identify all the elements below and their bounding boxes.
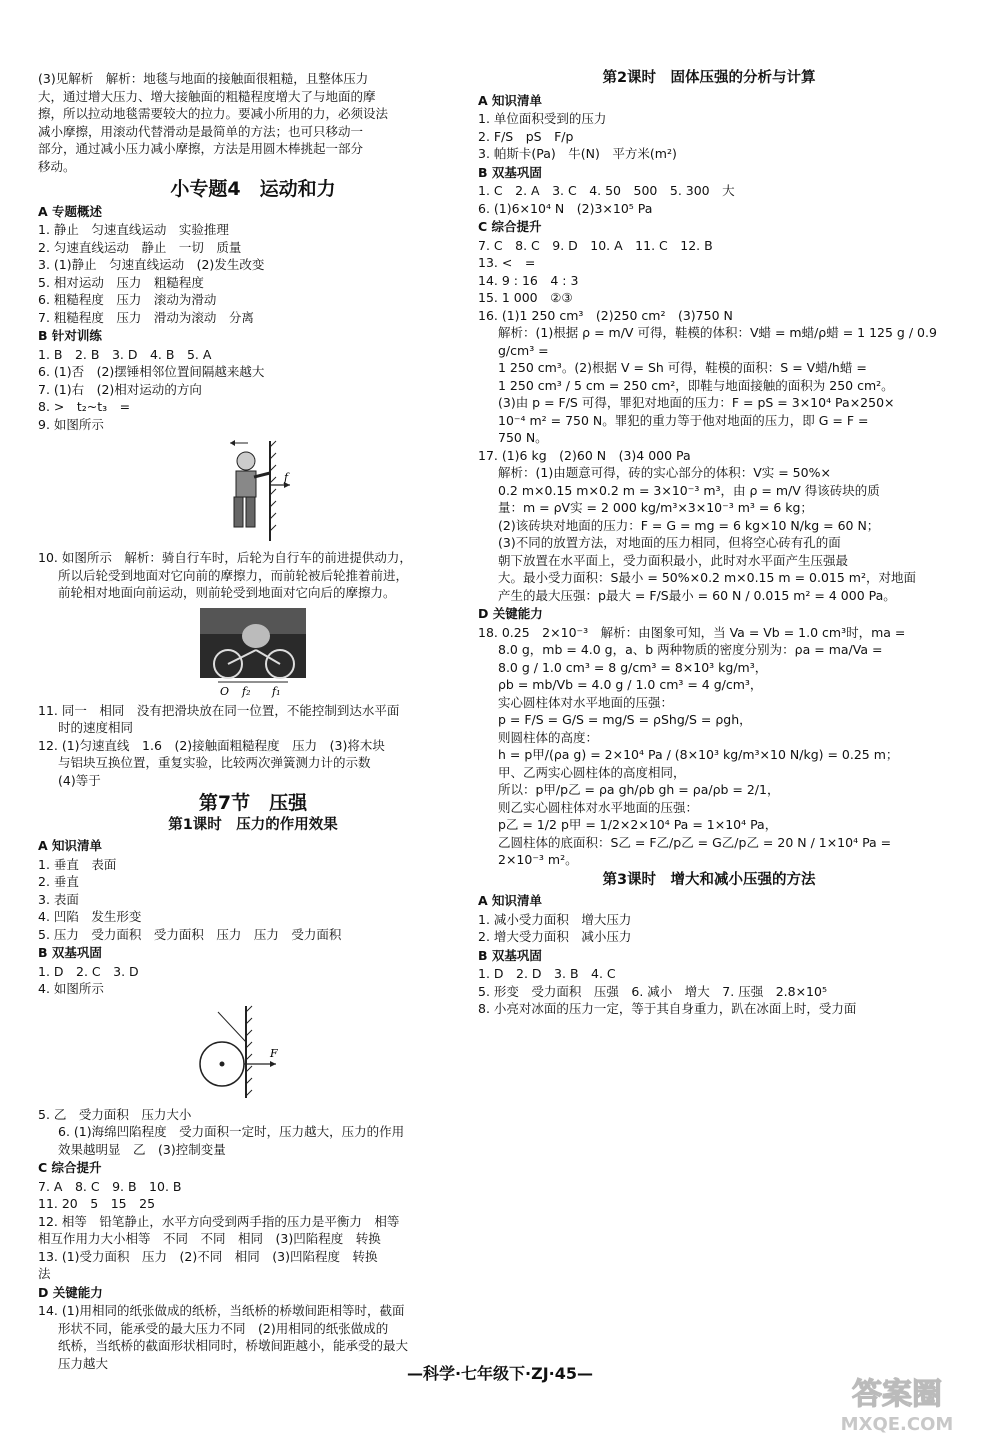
solution-18 (478, 624, 940, 869)
page-footer: —科学·七年级下·ZJ·45— (406, 1364, 594, 1383)
text-line: 量：m = ρV实 = 2 000 kg/m³×3×10⁻³ m³ = 6 kg； (498, 500, 813, 515)
text-line: p乙 = 1/2 p甲 = 1/2×2×10⁴ Pa = 1×10⁴ Pa， (498, 817, 778, 832)
r-c-title: C 综合提升 (478, 219, 542, 234)
text-line: 4. 如图所示 (38, 981, 104, 996)
text-line: 8. 小亮对冰面的压力一定，等于其自身重力，趴在冰面上时，受力面 (478, 1001, 857, 1016)
force-F-label: F (270, 1046, 278, 1060)
force-f-label: f (284, 471, 289, 484)
text-line: 2. 匀速直线运动 静止 一切 质量 (38, 239, 242, 255)
text-line: 8. > t₂~t₃ = (38, 399, 131, 414)
text-line: 18. 0.25 2×10⁻³ 解析：由图象可知，当 Va = Vb = 1.0 cm³时，ma = (478, 624, 906, 640)
b2-more-list (38, 1106, 468, 1159)
text-line: 6. (1)海绵凹陷程度 受力面积一定时，压力越大，压力的作用 (58, 1124, 405, 1139)
r-d-title: D 关键能力 (478, 606, 543, 621)
lesson3-title: 第3课时 增大和减小压强的方法 (602, 871, 816, 888)
label-f2: f₂ (242, 684, 251, 698)
watermark-line1: 答案圈 (852, 1377, 942, 1412)
text-line: 1. C 2. A 3. C 4. 50 500 5. 300 大 (478, 183, 735, 198)
text-line: h = p甲/(ρa g) = 2×10⁴ Pa / (8×10³ kg/m³×10 N/kg) = 0.25 m； (498, 747, 899, 762)
text-line: 相互作用力大小相等 不同 不同 相同 (3)凹陷程度 转换 (38, 1231, 381, 1246)
knowledge-list (38, 856, 468, 944)
text-line: 8.0 g / 1.0 cm³ = 8 g/cm³ = 8×10³ kg/m³， (498, 659, 768, 675)
right-column (478, 70, 940, 1018)
text-line: 前轮相对地面向前运动，则前轮受到地面对它向后的摩擦力。 (58, 585, 396, 600)
item-10 (38, 549, 468, 602)
text-line: 12. 相等 铅笔静止，水平方向受到两手指的压力是平衡力 相等 (38, 1213, 400, 1229)
text-line: 7. C 8. C 9. D 10. A 11. C 12. B (478, 237, 713, 253)
topic4-title: 小专题4 运动和力 (170, 178, 336, 200)
text-line: 擦，所以拉动地毯需要较大的拉力。要减小所用的力，必须设法 (38, 106, 389, 121)
text-line: 6. (1)否 (2)摆锤相邻位置间隔越来越大 (38, 364, 265, 379)
text-line: (2)该砖块对地面的压力：F = G = mg = 6 kg×10 N/kg = 60 N； (498, 517, 880, 533)
text-line: 750 N。 (498, 430, 548, 445)
text-line: 2. 增大受力面积 减小压力 (478, 929, 632, 944)
r3-knowledge-list (478, 911, 940, 946)
bicycle-photo-figure (198, 606, 308, 698)
text-line: 13. < = (478, 255, 536, 270)
text-line: 压力越大 (58, 1355, 109, 1371)
text-line: 减小摩擦，用滚动代替滑动是最简单的方法；也可只移动一 (38, 123, 364, 139)
text-line: 效果越明显 乙 (3)控制变量 (58, 1141, 226, 1157)
text-line: 朝下放置在水平面上，受力面积最小，此时对水平面产生压强最 (498, 552, 849, 568)
text-line: 5. 形变 受力面积 压强 6. 减小 增大 7. 压强 2.8×10⁵ (478, 983, 827, 999)
label-o: O (220, 684, 230, 698)
section-b-title: B 针对训练 (38, 328, 102, 343)
text-line: 12. (1)匀速直线 1.6 (2)接触面粗糙程度 压力 (3)将木块 (38, 737, 385, 753)
section7-title: 第7节 压强 (198, 792, 308, 814)
r-b-list (478, 182, 940, 217)
b2-title: B 双基巩固 (38, 945, 102, 960)
text-line: 6. (1)6×10⁴ N (2)3×10⁵ Pa (478, 200, 653, 216)
text-line: 1. D 2. D 3. B 4. C (478, 966, 616, 981)
d-title: D 关键能力 (38, 1284, 103, 1300)
text-line: 1. D 2. C 3. D (38, 963, 139, 979)
solution-16 (478, 324, 940, 447)
r-knowledge-title: A 知识清单 (478, 92, 543, 108)
lesson1-title: 第1课时 压力的作用效果 (168, 816, 338, 833)
left-column (38, 70, 468, 1372)
text-line: 7. 粗糙程度 压力 滑动为滚动 分离 (38, 309, 254, 325)
lesson2-title: 第2课时 固体压强的分析与计算 (602, 70, 816, 86)
watermark-logo (822, 1368, 972, 1436)
text-line: 1 250 cm³ / 5 cm = 250 cm²，即鞋与地面接触的面积为 250 cm²。 (498, 377, 894, 393)
c-list (38, 1178, 468, 1283)
text-line: 法 (38, 1266, 51, 1281)
intro-block (38, 70, 468, 175)
solution-17 (478, 464, 940, 604)
text-line: 3. 帕斯卡(Pa) 牛(N) 平方米(m²) (478, 146, 677, 161)
text-line: (3)由 p = F/S 可得，罪犯对地面的压力：F = pS = 3×10⁴ Pa×250× (498, 395, 895, 410)
text-line: 1. 垂直 表面 (38, 856, 117, 872)
ball-against-wall-figure (198, 1002, 308, 1102)
text-line: 形状不同，能承受的最大压力不同 (2)用相同的纸张做成的 (58, 1320, 389, 1336)
text-line: 1. 静止 匀速直线运动 实验推理 (38, 222, 229, 237)
text-line: p = F/S = G/S = mg/S = ρShg/S = ρgh， (498, 712, 752, 727)
text-line: 14. 9 : 16 4 : 3 (478, 272, 579, 288)
c-title: C 综合提升 (38, 1160, 102, 1175)
knowledge-title: A 知识清单 (38, 838, 103, 853)
r-knowledge-list (478, 110, 940, 163)
text-line: 15. 1 000 ②③ (478, 290, 573, 305)
text-line: 纸桥，当纸桥的截面形状相同时，桥墩间距越小，能承受的最大 (58, 1338, 409, 1353)
watermark-line2: MXQE.COM (840, 1414, 954, 1435)
section-a-title: A 专题概述 (38, 203, 103, 219)
text-line: 5. 压力 受力面积 受力面积 压力 压力 受力面积 (38, 926, 342, 942)
text-line: 则圆柱体的高度： (498, 729, 599, 745)
text-line: 与铝块互换位置，重复实验，比较两次弹簧测力计的示数 (58, 755, 371, 770)
text-line: 甲、乙两实心圆柱体的高度相同， (498, 764, 686, 780)
text-line: 大，通过增大压力、增大接触面的粗糙程度增大了与地面的摩 (38, 88, 376, 104)
text-line: 14. (1)用相同的纸张做成的纸桥，当纸桥的桥墩间距相等时，截面 (38, 1303, 405, 1318)
text-line: 产生的最大压强：p最大 = F/S最小 = 60 N / 0.015 m² = 4 000 Pa。 (498, 587, 896, 603)
r3-b-list (478, 965, 940, 1018)
text-line: 5. 乙 受力面积 压力大小 (38, 1106, 192, 1122)
text-line: 则乙实心圆柱体对水平地面的压强： (498, 799, 699, 815)
text-line: 3. (1)静止 匀速直线运动 (2)发生改变 (38, 257, 265, 272)
text-line: 解析：(1)根据 ρ = m/V 可得，鞋模的体积：V蜡 = m蜡/ρ蜡 = 1 125 g / 0.9 g/cm³ = (498, 325, 937, 358)
text-line: 大。最小受力面积：S最小 = 50%×0.2 m×0.15 m = 0.015 m²，对地面 (498, 570, 916, 585)
text-line: 3. 表面 (38, 891, 79, 907)
r-c-list (478, 237, 940, 325)
text-line: 10⁻⁴ m² = 750 N。罪犯的重力等于他对地面的压力，即 G = F = (498, 412, 869, 428)
r-b-title: B 双基巩固 (478, 164, 542, 180)
text-line: 16. (1)1 250 cm³ (2)250 cm² (3)750 N (478, 307, 733, 323)
item-12 (38, 737, 468, 790)
text-line: 1 250 cm³。(2)根据 V = Sh 可得，鞋模的面积：S = V蜡/h蜡 = (498, 360, 867, 375)
boy-pushing-wall-figure (208, 437, 298, 545)
text-line: 解析：(1)由题意可得，砖的实心部分的体积：V实 = 50%× (498, 465, 831, 480)
text-line: 13. (1)受力面积 压力 (2)不同 相同 (3)凹陷程度 转换 (38, 1248, 378, 1264)
text-line: ρb = mb/Vb = 4.0 g / 1.0 cm³ = 4 g/cm³， (498, 677, 763, 692)
text-line: 10. 如图所示 解析：骑自行车时，后轮为自行车的前进提供动力， (38, 550, 412, 565)
text-line: 7. A 8. C 9. B 10. B (38, 1178, 182, 1194)
text-line: (4)等于 (58, 772, 101, 788)
text-line: 11. 同一 相同 没有把滑块放在同一位置，不能控制到达水平面 (38, 702, 400, 718)
text-line: 7. (1)右 (2)相对运动的方向 (38, 381, 202, 397)
text-line: 4. 凹陷 发生形变 (38, 909, 142, 924)
text-line: 1. 单位面积受到的压力 (478, 111, 607, 126)
text-line: 6. 粗糙程度 压力 滚动为滑动 (38, 292, 217, 307)
item-11 (38, 702, 468, 737)
text-line: 0.2 m×0.15 m×0.2 m = 3×10⁻³ m³，由 ρ = m/V 得该砖块的质 (498, 482, 880, 498)
item-17: 17. (1)6 kg (2)60 N (3)4 000 Pa (478, 447, 691, 463)
text-line: 实心圆柱体对水平地面的压强： (498, 694, 674, 710)
text-line: 5. 相对运动 压力 粗糙程度 (38, 274, 204, 290)
text-line: 乙圆柱体的底面积：S乙 = F乙/p乙 = G乙/p乙 = 20 N / 1×10⁴ Pa = 2×10⁻³ m²。 (498, 834, 892, 867)
section-b-list (38, 346, 468, 434)
b2-list (38, 963, 468, 998)
label-f1: f₁ (272, 684, 281, 698)
text-line: 9. 如图所示 (38, 416, 104, 432)
text-line: 部分，通过减小压力减小摩擦，方法是用圆木棒挑起一部分 (38, 141, 364, 156)
text-line: 8.0 g，mb = 4.0 g，a、b 两种物质的密度分别为：ρa = ma/Va = (498, 642, 883, 657)
text-line: (3)不同的放置方法，对地面的压力相同，但将空心砖有孔的面 (498, 535, 841, 550)
text-line: 移动。 (38, 158, 76, 174)
text-line: 1. B 2. B 3. D 4. B 5. A (38, 346, 212, 362)
text-line: 1. 减小受力面积 增大压力 (478, 911, 632, 927)
text-line: (3)见解析 解析：地毯与地面的接触面很粗糙，且整体压力 (38, 71, 369, 86)
section-a-list (38, 221, 468, 326)
text-line: 所以后轮受到地面对它向前的摩擦力，而前轮被后轮推着前进， (58, 567, 409, 583)
text-line: 2. F/S pS F/p (478, 128, 574, 144)
r3-knowledge-title: A 知识清单 (478, 893, 543, 908)
text-line: 所以：p甲/p乙 = ρa gh/ρb gh = ρa/ρb = 2/1， (498, 782, 780, 797)
text-line: 2. 垂直 (38, 874, 79, 889)
r3-b-title: B 双基巩固 (478, 947, 542, 963)
text-line: 时的速度相同 (58, 720, 134, 735)
text-line: 11. 20 5 15 25 (38, 1196, 156, 1211)
